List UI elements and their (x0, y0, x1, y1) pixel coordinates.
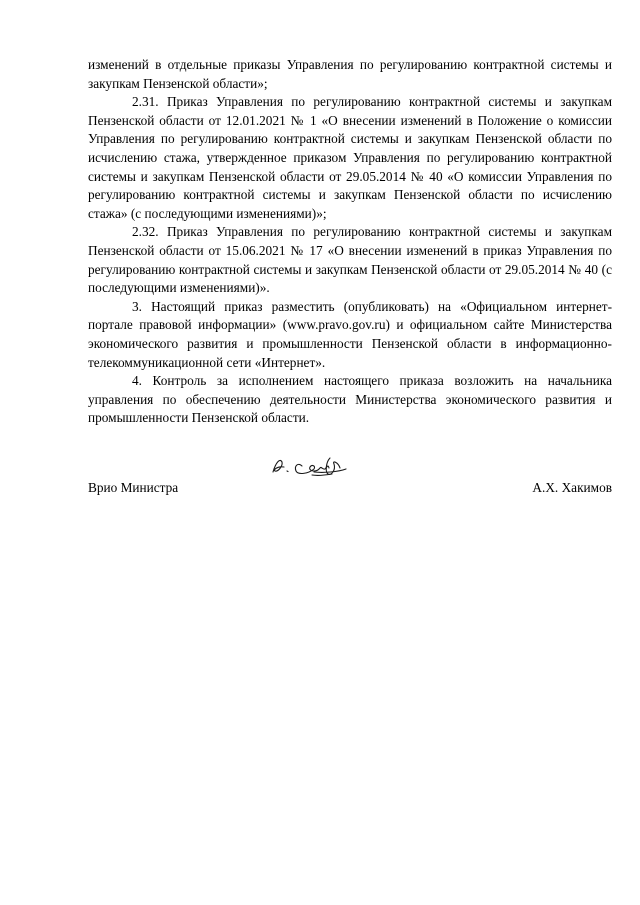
signatory-title: Врио Министра (88, 480, 179, 495)
paragraph-2-32: 2.32. Приказ Управления по регулированию контрактной системы и закупкам Пензенской области от 15.06.2021 № 17 «О внесении изменений в приказ Управления по регулированию контрактной системы и закупкам Пензенской области от 29.05.2014 № 40 (с последующими изменениями)». (88, 224, 612, 296)
document-body (88, 56, 612, 428)
paragraph-continuation: изменений в отдельные приказы Управления по регулированию контрактной системы и закупкам Пензенской области»; (88, 57, 612, 91)
paragraph-4: 4. Контроль за исполнением настоящего приказа возложить на начальника управления по обеспечению деятельности Министерства экономического развития и промышленности Пензенской области. (88, 373, 612, 426)
signature-block (88, 450, 612, 510)
paragraph-2-31: 2.31. Приказ Управления по регулированию контрактной системы и закупкам Пензенской области от 12.01.2021 № 1 «О внесении изменений в Положение о комиссии Управления по регулированию контрактной системы и закупкам Пензенской области по исчислению стажа, утвержденное приказом Управления по регулированию контрактной системы и закупкам Пензенской области от 29.05.2014 № 40 «О комиссии Управления по регулированию контрактной системы и закупкам Пензенской области по исчислению стажа» (с последующими изменениями)»; (88, 94, 612, 221)
handwritten-signature (268, 452, 368, 482)
paragraph-3: 3. Настоящий приказ разместить (опубликовать) на «Официальном интернет-портале правовой информации» (www.pravo.gov.ru) и официальном сайте Министерства экономического развития и промышленности Пензенской области в информационно-телекоммуникационной сети «Интернет». (88, 298, 612, 370)
signatory-name: А.Х. Хакимов (532, 480, 612, 495)
